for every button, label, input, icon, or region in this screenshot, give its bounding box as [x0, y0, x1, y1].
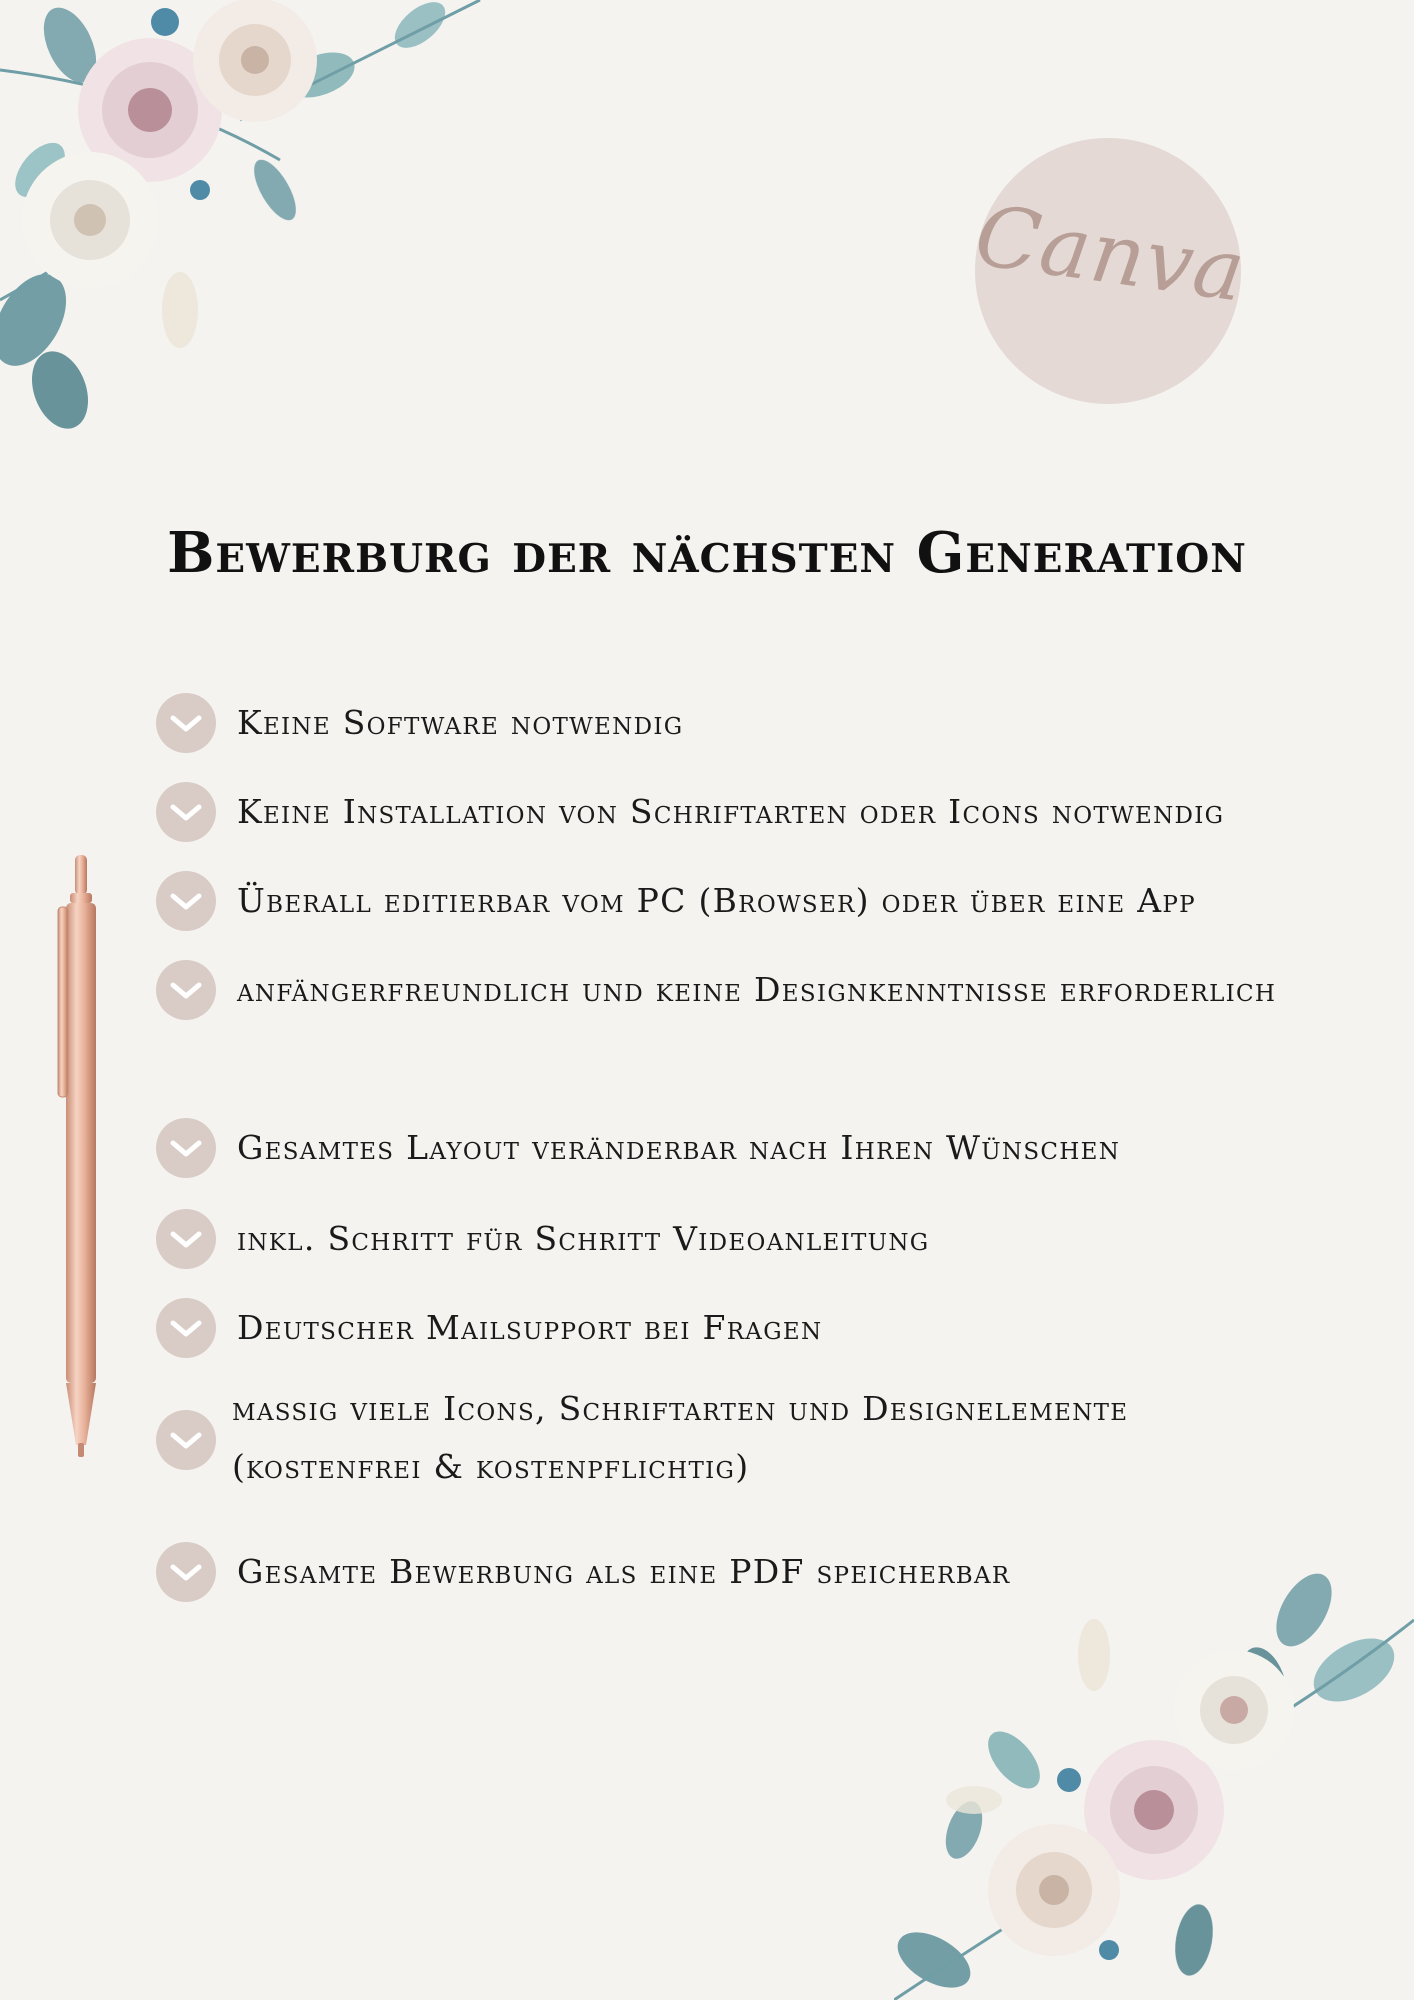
check-icon	[156, 1298, 216, 1358]
page-title: Bewerburg der nächsten Generation	[167, 520, 1247, 586]
check-icon	[156, 693, 216, 753]
feature-text: Keine Installation von Schriftarten oder Icons notwendig	[237, 792, 1225, 831]
canva-logo	[969, 138, 1252, 404]
feature-text: Überall editierbar vom PC (Browser) oder über eine App	[237, 881, 1196, 920]
feature-text: Gesamtes Layout veränderbar nach Ihren Wünschen	[237, 1128, 1121, 1167]
floral-decoration-bottom	[894, 1560, 1414, 2000]
check-icon	[156, 1209, 216, 1269]
feature-text: massig viele Icons, Schriftarten und Designelemente (kostenfrei & kostenpflichtig)	[232, 1389, 1129, 1486]
feature-text: Deutscher Mailsupport bei Fragen	[237, 1308, 823, 1347]
feature-text: Gesamte Bewerbung als eine PDF speicherbar	[237, 1552, 1011, 1591]
check-icon	[156, 1410, 216, 1470]
feature-text: inkl. Schritt für Schritt Videoanleitung	[237, 1219, 930, 1258]
feature-text: Keine Software notwendig	[237, 703, 684, 742]
pen-illustration	[56, 855, 106, 1460]
floral-decoration-top	[0, 0, 520, 460]
check-icon	[156, 782, 216, 842]
check-icon	[156, 871, 216, 931]
check-icon	[156, 960, 216, 1020]
check-icon	[156, 1542, 216, 1602]
feature-text: anfängerfreundlich und keine Designkenntnisse erforderlich	[237, 970, 1277, 1009]
check-icon	[156, 1118, 216, 1178]
canva-logo-text: Canva	[969, 185, 1252, 321]
